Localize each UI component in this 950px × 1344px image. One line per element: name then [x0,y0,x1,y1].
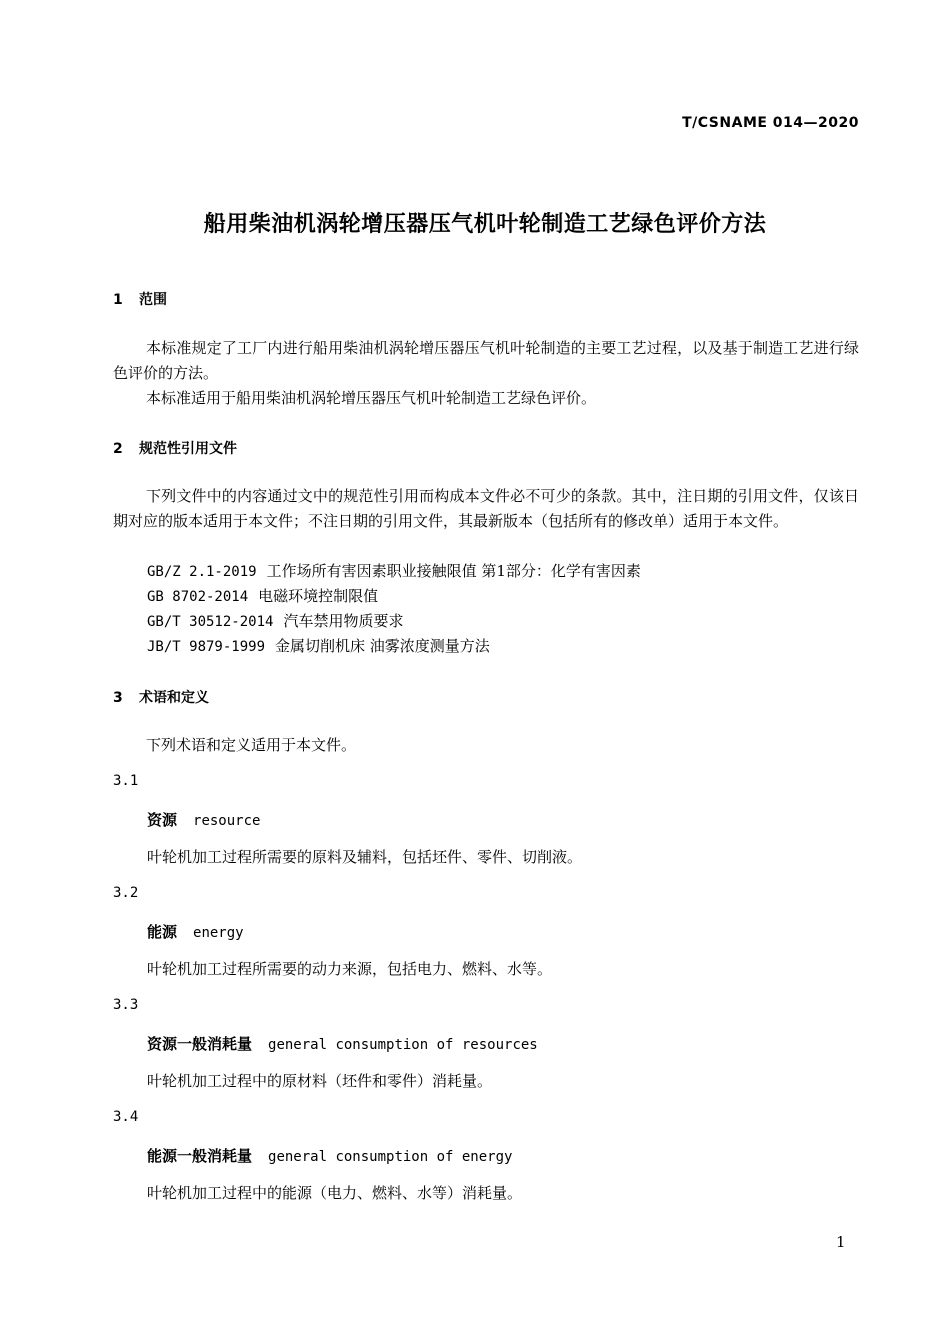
reference-item [147,559,641,585]
term-cn: 能源 [147,923,178,941]
term-heading [147,1145,512,1166]
reference-item [147,584,378,610]
term-heading [147,921,244,942]
section-number: 1 [113,292,123,308]
page-number: 1 [836,1233,846,1251]
term-cn: 能源一般消耗量 [147,1147,253,1165]
term-heading [147,1033,538,1054]
term-definition: 叶轮机加工过程所需要的动力来源，包括电力、燃料、水等。 [147,960,553,978]
section-2-body [113,484,859,534]
reference-code: GB/Z 2.1-2019 [147,564,257,580]
section-1-body [113,336,859,411]
reference-code: GB/T 30512-2014 [147,614,274,630]
reference-code: GB 8702-2014 [147,589,249,605]
term-definition: 叶轮机加工过程所需要的原料及辅料，包括坯件、零件、切削液。 [147,848,583,866]
section-1-heading [113,289,167,309]
reference-item [147,609,403,635]
reference-name: 电磁环境控制限值 [258,587,379,605]
reference-item [147,634,490,660]
section-number: 3 [113,690,123,706]
reference-name: 汽车禁用物质要求 [283,612,404,630]
paragraph: 下列文件中的内容通过文中的规范性引用而构成本文件必不可少的条款。其中，注日期的引用文件，仅该日期对应的版本适用于本文件；不注日期的引用文件，其最新版本（包括所有的修改单）适用于本文件。 [113,487,859,530]
term-heading [147,809,260,830]
term-definition: 叶轮机加工过程中的原材料（坯件和零件）消耗量。 [147,1072,493,1090]
section-2-heading [113,438,237,458]
section-3-heading [113,687,209,707]
paragraph: 本标准规定了工厂内进行船用柴油机涡轮增压器压气机叶轮制造的主要工艺过程，以及基于制造工艺进行绿色评价的方法。 [113,339,859,382]
term-number: 3.4 [113,1109,139,1125]
term-en: general consumption of resources [268,1037,538,1053]
reference-code: JB/T 9879-1999 [147,639,266,655]
document-title: 船用柴油机涡轮增压器压气机叶轮制造工艺绿色评价方法 [203,212,767,237]
term-en: general consumption of energy [268,1149,513,1165]
term-number: 3.2 [113,885,139,901]
term-definition: 叶轮机加工过程中的能源（电力、燃料、水等）消耗量。 [147,1184,523,1202]
paragraph: 本标准适用于船用柴油机涡轮增压器压气机叶轮制造工艺绿色评价。 [146,389,597,407]
paragraph: 下列术语和定义适用于本文件。 [146,736,357,754]
section-title: 范围 [139,292,167,308]
term-number: 3.3 [113,997,139,1013]
term-cn: 资源一般消耗量 [147,1035,253,1053]
term-en: energy [193,925,244,941]
section-3-body [113,733,859,758]
section-title: 术语和定义 [139,690,209,706]
term-number: 3.1 [113,773,139,789]
reference-name: 金属切削机床 油雾浓度测量方法 [275,637,490,655]
section-title: 规范性引用文件 [139,441,237,457]
section-number: 2 [113,441,123,457]
document-code: T/CSNAME 014—2020 [682,115,859,131]
term-cn: 资源 [147,811,178,829]
term-en: resource [193,813,261,829]
reference-name: 工作场所有害因素职业接触限值 第1部分：化学有害因素 [266,562,641,580]
